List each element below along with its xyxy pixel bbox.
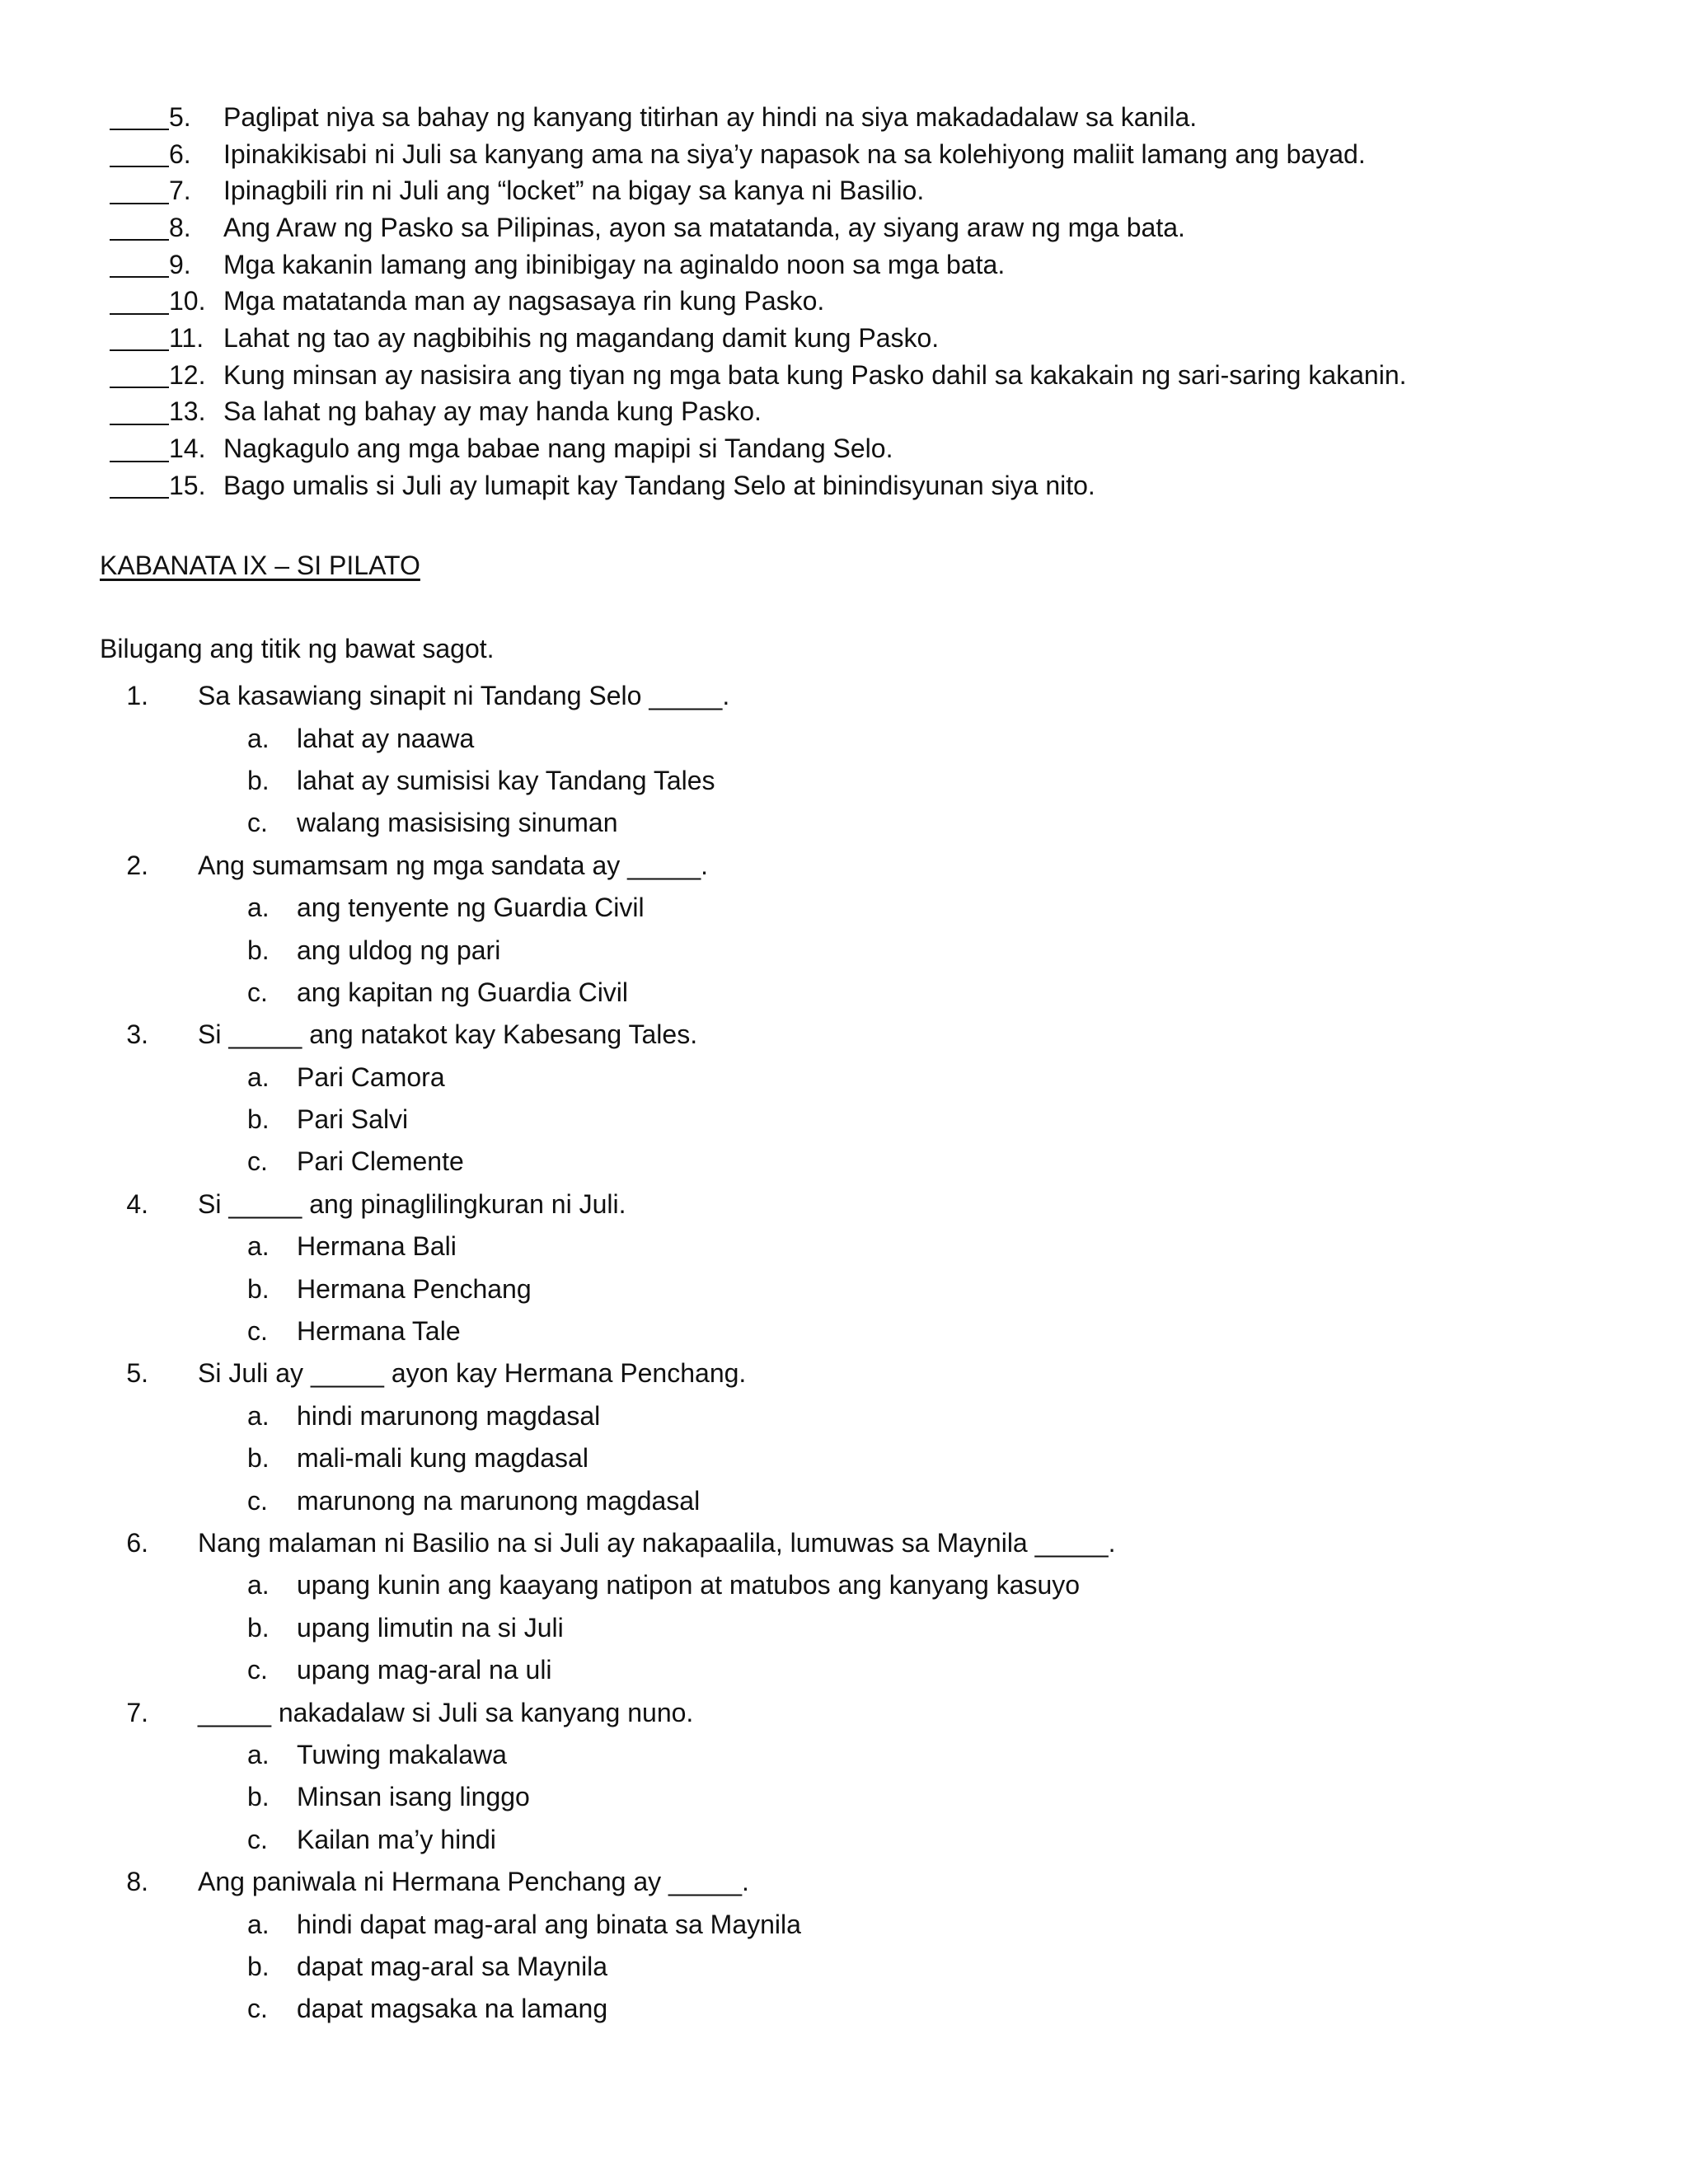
item-number: 11.: [169, 322, 204, 353]
option-text: hindi dapat mag-aral ang binata sa Maynila: [297, 1909, 801, 1939]
question-number: 3.: [126, 1019, 148, 1050]
question-number: 8.: [126, 1867, 148, 1897]
answer-option[interactable]: [0, 1734, 1688, 1776]
true-false-item: [110, 283, 1643, 320]
option-text: Pari Salvi: [297, 1104, 409, 1135]
true-false-item: [110, 320, 1643, 357]
true-false-item: [110, 136, 1643, 173]
option-text: upang kunin ang kaayang natipon at matubos ang kanyang kasuyo: [297, 1570, 1081, 1601]
option-letter[interactable]: a.: [247, 893, 270, 923]
option-text: Pari Clemente: [297, 1146, 464, 1177]
option-letter[interactable]: c.: [247, 1824, 268, 1854]
option-text: marunong na marunong magdasal: [297, 1485, 701, 1516]
multiple-choice-list: [0, 675, 1688, 2031]
instruction-text: Bilugang ang titik ng bawat sagot.: [100, 634, 495, 663]
option-letter[interactable]: b.: [247, 1443, 270, 1474]
answer-option[interactable]: [0, 1946, 1688, 1988]
true-false-item: [110, 99, 1643, 136]
option-letter[interactable]: b.: [247, 1273, 270, 1304]
item-statement: Kung minsan ay nasisira ang tiyan ng mga bata kung Pasko dahil sa kakakain ng sari-saring kakanin.: [223, 359, 1407, 390]
item-number: 14.: [169, 434, 206, 464]
item-number: 9.: [169, 249, 191, 279]
answer-option[interactable]: [0, 1479, 1688, 1521]
answer-option[interactable]: [0, 929, 1688, 971]
question-number: 7.: [126, 1697, 148, 1727]
option-letter[interactable]: c.: [247, 1316, 268, 1347]
true-false-item: [110, 172, 1643, 209]
question-item: [0, 1014, 1688, 1056]
answer-blank[interactable]: [110, 178, 169, 204]
answer-option[interactable]: [0, 1564, 1688, 1606]
true-false-item: [110, 209, 1643, 246]
answer-option[interactable]: [0, 1099, 1688, 1141]
answer-blank[interactable]: [110, 362, 169, 388]
item-number: 7.: [169, 176, 191, 206]
option-text: Kailan ma’y hindi: [297, 1824, 496, 1854]
question-item: [0, 845, 1688, 887]
item-statement: Ipinakikisabi ni Juli sa kanyang ama na siya’y napasok na sa kolehiyong maliit lamang ang bayad.: [223, 138, 1366, 169]
option-text: hindi marunong magdasal: [297, 1400, 601, 1431]
answer-option[interactable]: [0, 1776, 1688, 1818]
item-statement: Paglipat niya sa bahay ng kanyang titirhan ay hindi na siya makadadalaw sa kanila.: [223, 101, 1198, 132]
answer-option[interactable]: [0, 972, 1688, 1014]
answer-option[interactable]: [0, 1057, 1688, 1099]
answer-blank[interactable]: [110, 214, 169, 241]
question-text: Si _____ ang pinaglilingkuran ni Juli.: [198, 1188, 626, 1219]
question-number: 6.: [126, 1528, 148, 1558]
option-text: Hermana Penchang: [297, 1273, 532, 1304]
answer-option[interactable]: [0, 1310, 1688, 1352]
item-statement: Ang Araw ng Pasko sa Pilipinas, ayon sa matatanda, ay siyang araw ng mga bata.: [223, 212, 1185, 242]
option-text: Pari Camora: [297, 1062, 445, 1092]
answer-blank[interactable]: [110, 399, 169, 425]
answer-option[interactable]: [0, 1819, 1688, 1861]
answer-option[interactable]: [0, 1988, 1688, 2030]
option-text: ang tenyente ng Guardia Civil: [297, 893, 645, 923]
question-text: Sa kasawiang sinapit ni Tandang Selo _____.: [198, 681, 730, 711]
option-text: lahat ay sumisisi kay Tandang Tales: [297, 765, 715, 795]
question-number: 5.: [126, 1358, 148, 1389]
question-text: Si Juli ay _____ ayon kay Hermana Penchang.: [198, 1358, 747, 1389]
question-text: Nang malaman ni Basilio na si Juli ay nakapaalila, lumuwas sa Maynila _____.: [198, 1528, 1116, 1558]
question-item: [0, 1691, 1688, 1733]
option-text: upang limutin na si Juli: [297, 1612, 564, 1643]
question-text: _____ nakadalaw si Juli sa kanyang nuno.: [198, 1697, 694, 1727]
option-letter[interactable]: b.: [247, 935, 270, 965]
answer-option[interactable]: [0, 887, 1688, 929]
answer-option[interactable]: [0, 1607, 1688, 1649]
option-text: Minsan isang linggo: [297, 1782, 530, 1812]
option-letter[interactable]: a.: [247, 1400, 270, 1431]
answer-blank[interactable]: [110, 436, 169, 462]
question-item: [0, 1861, 1688, 1903]
option-letter[interactable]: c.: [247, 1994, 268, 2024]
option-text: Hermana Tale: [297, 1316, 461, 1347]
answer-option[interactable]: [0, 802, 1688, 844]
question-text: Ang paniwala ni Hermana Penchang ay _____.: [198, 1867, 749, 1897]
true-false-item: [110, 357, 1643, 394]
option-letter[interactable]: b.: [247, 1782, 270, 1812]
option-text: Tuwing makalawa: [297, 1739, 507, 1769]
item-statement: Bago umalis si Juli ay lumapit kay Tandang Selo at binindisyunan siya nito.: [223, 470, 1095, 500]
option-letter[interactable]: c.: [247, 1485, 268, 1516]
item-statement: Lahat ng tao ay nagbibihis ng magandang damit kung Pasko.: [223, 322, 940, 353]
option-text: dapat mag-aral sa Maynila: [297, 1951, 608, 1981]
item-statement: Sa lahat ng bahay ay may handa kung Pasko.: [223, 396, 762, 427]
question-item: [0, 1352, 1688, 1394]
item-statement: Mga kakanin lamang ang ibinibigay na aginaldo noon sa mga bata.: [223, 249, 1006, 279]
option-letter[interactable]: c.: [247, 977, 268, 1007]
item-number: 13.: [169, 396, 206, 427]
option-letter[interactable]: a.: [247, 1909, 270, 1939]
option-letter[interactable]: b.: [247, 765, 270, 795]
option-text: upang mag-aral na uli: [297, 1655, 552, 1685]
item-number: 10.: [169, 286, 206, 316]
option-letter[interactable]: a.: [247, 1062, 270, 1092]
answer-option[interactable]: [0, 1268, 1688, 1310]
option-letter[interactable]: c.: [247, 1655, 268, 1685]
answer-option[interactable]: [0, 1649, 1688, 1691]
true-false-item: [110, 394, 1643, 431]
question-number: 2.: [126, 850, 148, 880]
item-number: 6.: [169, 138, 191, 169]
option-text: Hermana Bali: [297, 1231, 457, 1262]
answer-blank[interactable]: [110, 104, 169, 130]
item-statement: Mga matatanda man ay nagsasaya rin kung Pasko.: [223, 286, 825, 316]
item-number: 12.: [169, 359, 206, 390]
option-letter[interactable]: a.: [247, 1739, 270, 1769]
option-text: ang kapitan ng Guardia Civil: [297, 977, 629, 1007]
answer-blank[interactable]: [110, 251, 169, 278]
option-text: mali-mali kung magdasal: [297, 1443, 588, 1474]
item-number: 15.: [169, 470, 206, 500]
option-text: dapat magsaka na lamang: [297, 1994, 608, 2024]
question-item: [0, 675, 1688, 717]
true-false-item: [110, 246, 1643, 284]
option-text: walang masisising sinuman: [297, 808, 618, 838]
option-letter[interactable]: b.: [247, 1104, 270, 1135]
answer-blank[interactable]: [110, 141, 169, 167]
question-text: Ang sumamsam ng mga sandata ay _____.: [198, 850, 709, 880]
true-false-item: [110, 467, 1643, 504]
question-number: 1.: [126, 681, 148, 711]
option-letter[interactable]: c.: [247, 808, 268, 838]
answer-option[interactable]: [0, 1437, 1688, 1479]
item-statement: Ipinagbili rin ni Juli ang “locket” na bigay sa kanya ni Basilio.: [223, 176, 925, 206]
question-item: [0, 1183, 1688, 1226]
item-number: 8.: [169, 212, 191, 242]
answer-option[interactable]: [0, 1141, 1688, 1183]
answer-option[interactable]: [0, 1395, 1688, 1437]
option-letter[interactable]: c.: [247, 1146, 268, 1177]
answer-option[interactable]: [0, 1226, 1688, 1268]
question-text: Si _____ ang natakot kay Kabesang Tales.: [198, 1019, 698, 1050]
answer-option[interactable]: [0, 1903, 1688, 1945]
item-number: 5.: [169, 101, 191, 132]
option-text: ang uldog ng pari: [297, 935, 501, 965]
answer-blank[interactable]: [110, 288, 169, 315]
true-false-list: [110, 99, 1643, 504]
option-letter[interactable]: a.: [247, 723, 270, 753]
option-letter[interactable]: a.: [247, 1570, 270, 1601]
option-letter[interactable]: b.: [247, 1612, 270, 1643]
option-letter[interactable]: b.: [247, 1951, 270, 1981]
question-number: 4.: [126, 1188, 148, 1219]
option-letter[interactable]: a.: [247, 1231, 270, 1262]
chapter-title: KABANATA IX – SI PILATO: [100, 551, 420, 580]
answer-blank[interactable]: [110, 325, 169, 351]
true-false-item: [110, 430, 1643, 467]
question-item: [0, 1522, 1688, 1564]
answer-blank[interactable]: [110, 472, 169, 499]
answer-option[interactable]: [0, 717, 1688, 759]
item-statement: Nagkagulo ang mga babae nang mapipi si Tandang Selo.: [223, 434, 893, 464]
answer-option[interactable]: [0, 760, 1688, 802]
option-text: lahat ay naawa: [297, 723, 475, 753]
